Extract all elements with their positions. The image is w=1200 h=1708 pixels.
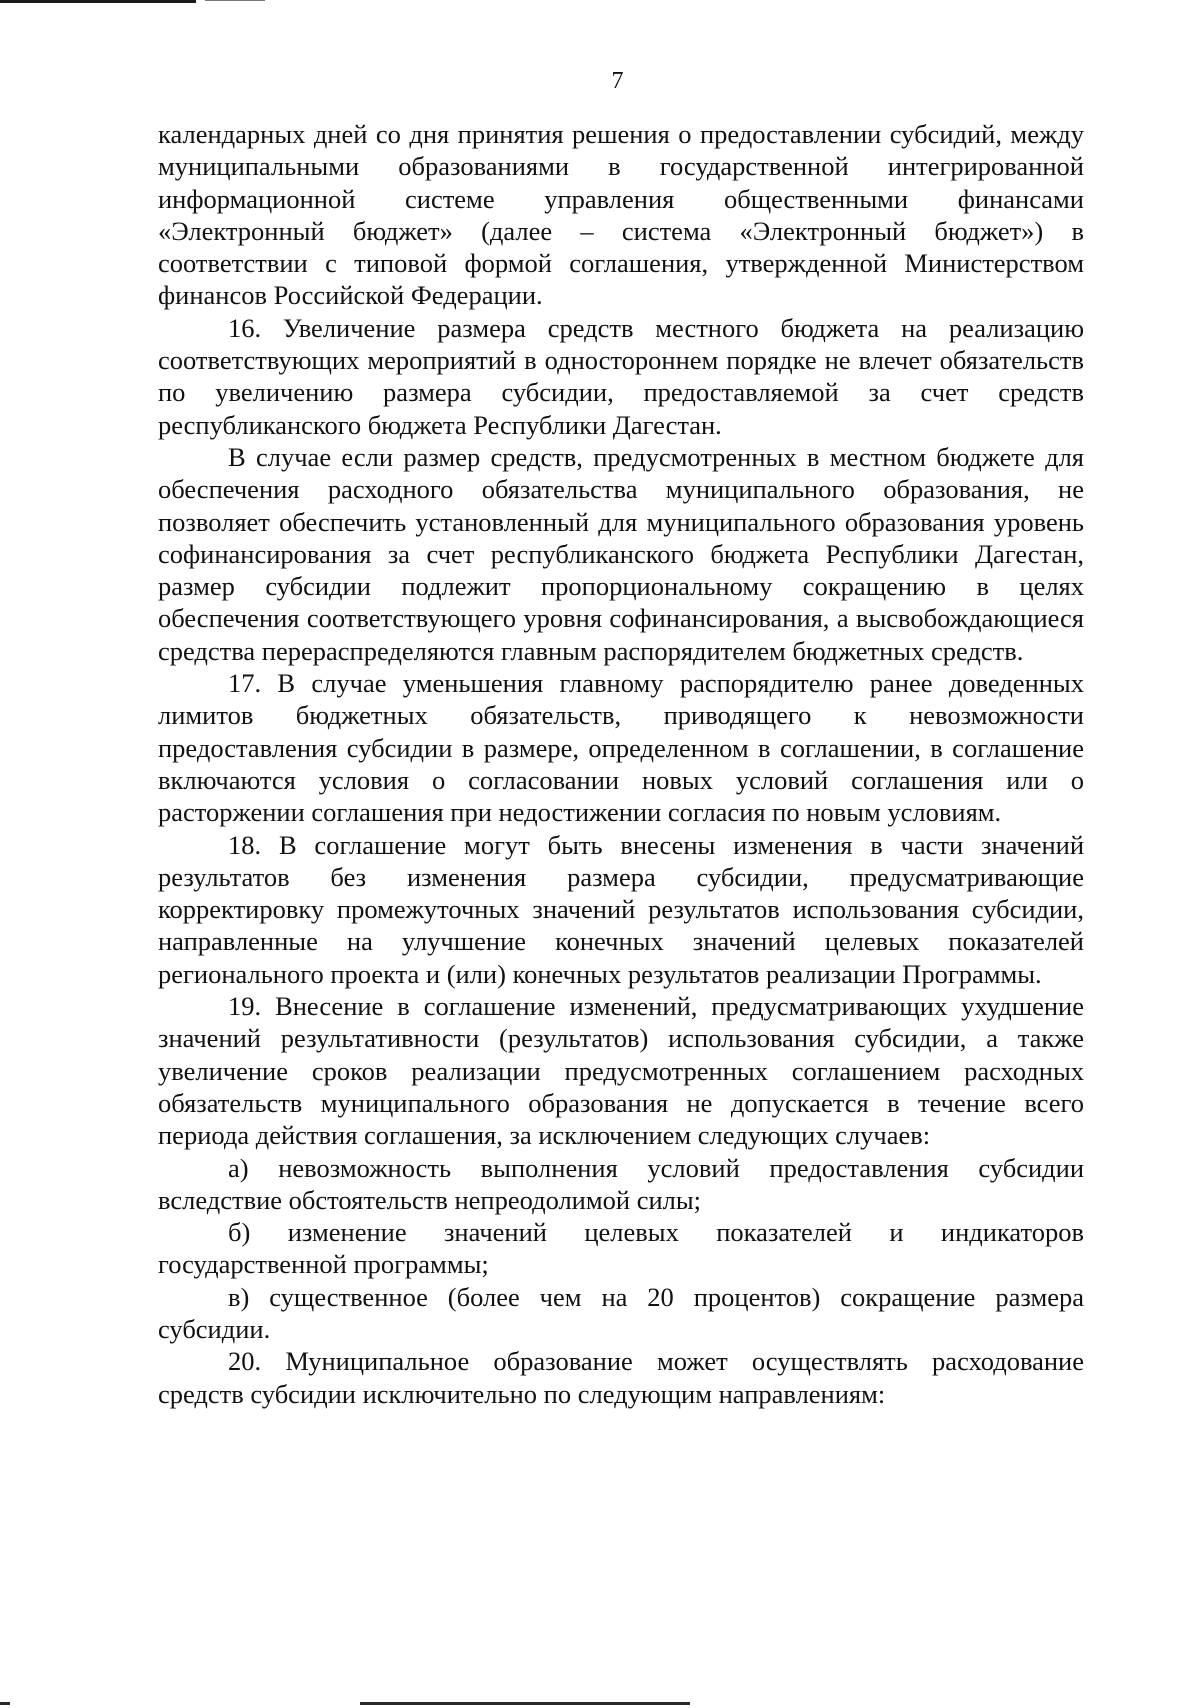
paragraph-19-item-v: в) существенное (более чем на 20 процентов) сокращение размера субсидии. (158, 1281, 1084, 1344)
paragraph-17: 17. В случае уменьшения главному распорядителю ранее доведенных лимитов бюджетных обязательств, приводящего к невозможности предоставления субсидии в размере, определенном в соглашении, в соглашение включаются условия о согласовании новых условий соглашения или о расторжении соглашения при недостижении согласия по новым условиям. (158, 668, 1084, 828)
paragraph-16: 16. Увеличение размера средств местного бюджета на реализацию соответствующих мероприятий в одностороннем порядке не влечет обязательств по увеличению размера субсидии, предоставляемой за счет средств республиканского бюджета Республики Дагестан. (158, 312, 1084, 440)
paragraph-16-second: В случае если размер средств, предусмотренных в местном бюджете для обеспечения расходного обязательства муниципального образования, не позволяет обеспечить установленный для муниципального образования уровень софинансирования за счет республиканского бюджета Республики Дагестан, размер субсидии подлежит пропорциональному сокращению в целях обеспечения соответствующего уровня софинансирования, а высвобождающиеся средства перераспределяются главным распорядителем бюджетных средств. (158, 441, 1084, 666)
paragraph-19: 19. Внесение в соглашение изменений, предусматривающих ухудшение значений результативности (результатов) использования субсидии, а также увеличение сроков реализации предусмотренных соглашением расходных обязательств муниципального образования не допускается в течение всего периода действия соглашения, за исключением следующих случаев: (158, 991, 1084, 1151)
paragraph-19-item-a: а) невозможность выполнения условий предоставления субсидии вследствие обстоятельств непреодолимой силы; (158, 1152, 1084, 1215)
paragraph-19-item-b: б) изменение значений целевых показателей и индикаторов государственной программы; (158, 1217, 1084, 1280)
paragraph-18: 18. В соглашение могут быть внесены изменения в части значений результатов без изменения размера субсидии, предусматривающие корректировку промежуточных значений результатов использования субсидии, направленные на улучшение конечных значений целевых показателей регионального проекта и (или) конечных результатов реализации Программы. (158, 829, 1084, 989)
document-body (158, 118, 1084, 1410)
paragraph-15-continuation: календарных дней со дня принятия решения о предоставлении субсидий, между муниципальными образованиями в государственной интегрированной информационной системе управления общественными финансами «Электронный бюджет» (далее – система «Электронный бюджет») в соответствии с типовой формой соглашения, утвержденной Министерством финансов Российской Федерации. (158, 119, 1084, 311)
scan-edge-top (0, 0, 196, 3)
scan-edge-bottom (360, 1702, 690, 1705)
page-number: 7 (611, 68, 624, 94)
paragraph-20: 20. Муниципальное образование может осуществлять расходование средств субсидии исключительно по следующим направлениям: (158, 1346, 1084, 1409)
scan-mark-top (205, 0, 265, 1)
scan-edge-bottom-left (0, 1702, 10, 1705)
